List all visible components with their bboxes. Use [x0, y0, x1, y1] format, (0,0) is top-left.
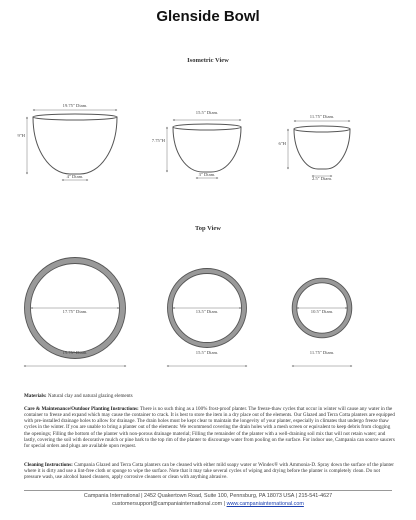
bowl-medium-bottom-diameter: 3" Diam. [198, 172, 216, 177]
materials-label: Materials: [24, 393, 47, 399]
bowl-large-inner-diameter: 17.75" Diam. [62, 309, 88, 314]
footer-separator: | [222, 501, 227, 507]
bowl-large-height: 9"H [17, 133, 25, 138]
isometric-view-heading: Isometric View [187, 57, 229, 64]
bowl-small-side-view [294, 126, 350, 169]
bowl-large-side-view [33, 114, 117, 174]
cleaning-label: Cleaning Instructions: [24, 462, 73, 468]
care-text: There is no such thing as a 100% frost-proof planter. The freeze-thaw cycles that occur in winter will cause any water in the container to freeze and expand which may cause the container to crack. It is best to store the item in a dry place out of the elements. Our Glazed and Terra Cotta planters are equipped with pre-installed drainage holes to allow for drainage. The drain holes must be kept clear to maintain the longevity of your planter, especially in climates that undergo freeze thaw cycles in the winter. If you are unable to bring a planter out of the elements: We recommend covering the drain holes with a mesh screen or equivalent to keep debris from clogging the openings; Filling the bottom of the planter with non-porous drainage material; Filling the remainder of the planter with a well-draining soil mix that will not retain water; and lastly, covering the soil with decorative mulch or pine bark to the top rim of the planter to discourage water from pooling on the surface. For indoor use, Campania can source saucers for special orders and plugs are available upon request. [24, 406, 395, 449]
bowl-large-bottom-diameter: 4" Diam. [66, 174, 84, 179]
bowl-medium-outer-diameter: 15.5" Diam. [195, 350, 219, 355]
care-label: Care & Maintenance/Outdoor Planting Instructions: [24, 406, 139, 412]
bowl-medium-height: 7.75"H [151, 138, 165, 143]
top-view-diagram [0, 250, 416, 370]
bowl-small-top-diameter: 11.75" Diam. [309, 114, 335, 119]
page-title: Glenside Bowl [156, 8, 260, 25]
materials-text: Natural clay and natural glazing elements [47, 393, 133, 399]
bowl-small-inner-diameter: 10.5" Diam. [310, 309, 334, 314]
footer-contact [0, 500, 416, 508]
footer-address: Campania International | 2452 Quakertown Road, Suite 100, Pennsburg, PA 18073 USA | 215-541-4627 [83, 493, 333, 499]
bowl-medium-top-diameter: 15.5" Diam. [195, 110, 219, 115]
footer-website-link[interactable]: www.campaniainternational.com [226, 501, 304, 507]
footer-email[interactable]: customersupport@campaniainternational.com [112, 501, 223, 507]
care-section [24, 406, 396, 449]
bowl-small-outer-diameter: 11.75" Diam. [309, 350, 335, 355]
materials-section [24, 393, 396, 399]
bowl-large-outer-diameter: 19.75" Diam. [62, 350, 88, 355]
isometric-view-diagram [0, 0, 416, 200]
footer [0, 492, 416, 508]
cleaning-section [24, 462, 396, 480]
footer-divider [24, 490, 392, 491]
cleaning-text: Campania Glazed and Terra Cotta planters can be cleaned with either mild soapy water or Windex® with Ammonia-D. Spray down the surface of the planter where it is dirty and use a lint-free cloth or sponge to wipe the surface. Note that it may take several cycles of wiping and drying before the planter is completely clean. Do not pressure wash, use alcohol based cleaners, apply corrosive cleaners or clean with anything abrasive. [24, 462, 394, 481]
bowl-medium-side-view [173, 124, 241, 172]
bowl-large-top-diameter: 19.75" Diam. [62, 103, 88, 108]
bowl-medium-inner-diameter: 13.5" Diam. [195, 309, 219, 314]
top-view-heading: Top View [195, 225, 221, 232]
bowl-small-height: 6"H [278, 141, 286, 146]
bowl-small-bottom-diameter: 2.5" Diam. [311, 176, 333, 181]
